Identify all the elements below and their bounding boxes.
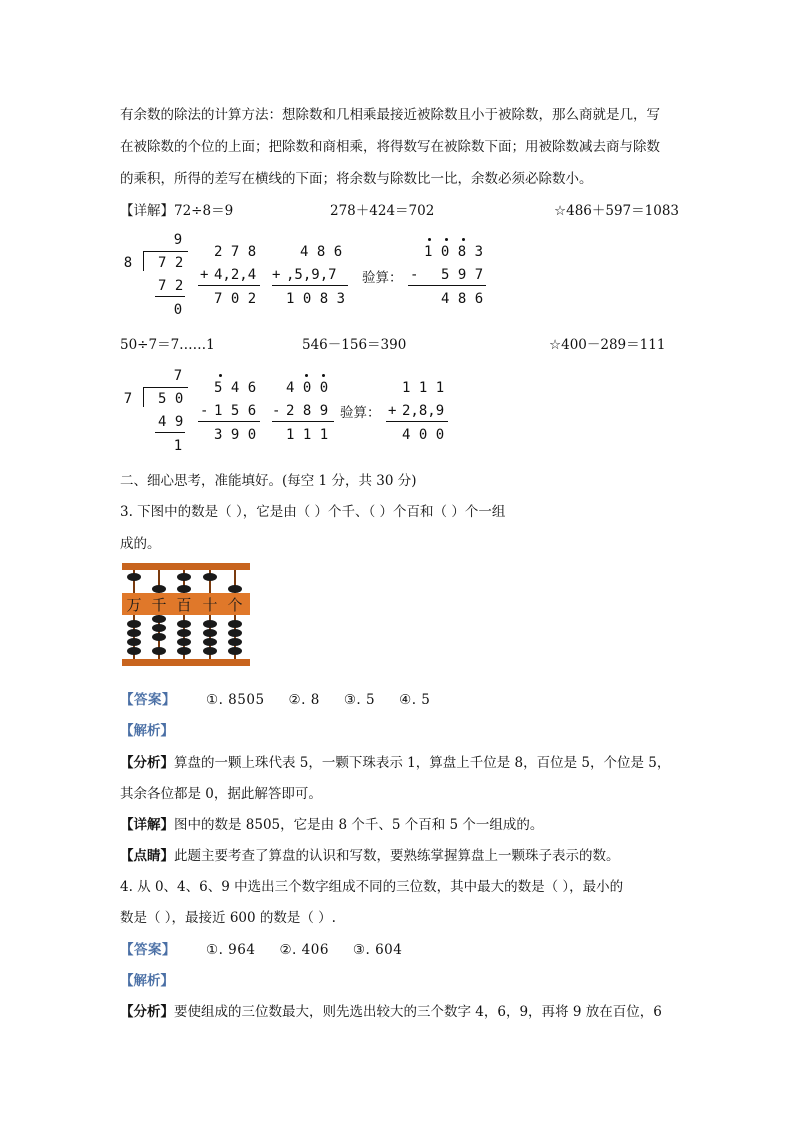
borrow-dot — [322, 374, 325, 377]
q3-answer-2: ②. 8 — [288, 692, 320, 708]
ver1-minus: - — [410, 267, 419, 283]
ver2-result: 4 0 0 — [402, 427, 445, 443]
add1-mid: 4,2,4 — [214, 267, 257, 283]
eq-486-plus-597: ☆486＋597＝1083 — [554, 203, 679, 219]
eq-278-plus-424: 278＋424＝702 — [330, 203, 435, 219]
xiangjie-label: 【详解】 — [120, 817, 174, 833]
fenxi-label: 【分析】 — [120, 755, 174, 771]
borrow-dot — [219, 374, 222, 377]
intro-line-1: 有余数的除法的计算方法：想除数和几相乘最接近被除数且小于被除数，那么商就是几，写 — [120, 107, 660, 123]
eq-72-div-8: 72÷8＝9 — [174, 203, 234, 219]
q4-line-1: 4. 从 0、4、6、9 中选出三个数字组成不同的三位数，其中最大的数是（ ），最小的 — [120, 879, 624, 895]
div2-dividend: 5 0 — [158, 391, 184, 407]
fenxi-label: 【分析】 — [120, 1004, 174, 1020]
ver1-top: 1 0 8 3 — [424, 244, 484, 260]
q3-fenxi-line-2: 其余各位都是 0，据此解答即可。 — [120, 786, 322, 802]
div2-bracket-top — [143, 387, 188, 388]
abacus-label-qian: 千 — [151, 596, 167, 614]
q3-dianjing — [120, 844, 620, 864]
ver2-plus: + — [388, 403, 397, 419]
div2-divisor: 7 — [123, 391, 133, 407]
sub2-result: 1 1 1 — [286, 427, 329, 443]
q4-fenxi-line-1 — [120, 1000, 662, 1020]
verify-label-2: 验算： — [340, 405, 381, 421]
eq-50-div-7: 50÷7＝7……1 — [120, 337, 215, 353]
detail-row-1 — [120, 199, 233, 219]
answer-label: 【答案】 — [120, 942, 176, 958]
sub1-top: 5 4 6 — [214, 380, 257, 396]
div1-quotient: 9 — [173, 232, 183, 248]
sub1-result: 3 9 0 — [214, 427, 257, 443]
sub1-rule — [198, 421, 260, 422]
add2-result: 1 0 8 3 — [286, 291, 346, 307]
abacus-label-wan: 万 — [126, 596, 142, 614]
xiangjie-text: 图中的数是 8505，它是由 8 个千、5 个百和 5 个一组成的。 — [174, 817, 544, 833]
add1-result: 7 0 2 — [214, 291, 257, 307]
sub1-minus: - — [200, 403, 209, 419]
abacus-label-bai: 百 — [176, 596, 192, 614]
dianjing-text: 此题主要考查了算盘的认识和写数，要熟练掌握算盘上一颗珠子表示的数。 — [174, 848, 620, 864]
div1-divisor: 8 — [123, 255, 133, 271]
add2-mid: ,5,9,7 — [286, 267, 337, 283]
q3-answer-1: ①. 8505 — [206, 692, 265, 708]
q3-line-2: 成的。 — [120, 536, 161, 552]
abacus-image — [122, 563, 250, 667]
add1-plus: + — [200, 267, 209, 283]
analysis-label: 【解析】 — [120, 973, 174, 989]
borrow-dot — [445, 238, 448, 241]
fenxi-text-1: 算盘的一颗上珠代表 5，一颗下珠表示 1，算盘上千位是 8，百位是 5，个位是 5， — [174, 755, 671, 771]
ver2-rule — [386, 421, 448, 422]
dianjing-label: 【点睛】 — [120, 848, 174, 864]
q3-fenxi-line-1 — [120, 751, 670, 771]
fenxi-text-1: 要使组成的三位数最大，则先选出较大的三个数字 4，6，9，再将 9 放在百位，6 — [174, 1004, 662, 1020]
ver1-result: 4 8 6 — [441, 291, 484, 307]
div2-product: 4 9 — [158, 414, 184, 430]
verify-label-1: 验算： — [362, 270, 403, 286]
div1-bracket-side — [143, 251, 144, 271]
q4-answer-row — [120, 938, 426, 958]
sub2-top: 4 0 0 — [286, 380, 329, 396]
add2-plus: + — [272, 267, 281, 283]
add2-top: 4 8 6 — [300, 244, 343, 260]
add1-top: 2 7 8 — [214, 244, 257, 260]
div1-dividend: 7 2 — [158, 255, 184, 271]
div2-bracket-side — [143, 387, 144, 407]
analysis-label: 【解析】 — [120, 723, 174, 739]
div2-rule — [155, 432, 185, 433]
intro-line-2: 在被除数的个位的上面；把除数和商相乘，将得数写在被除数下面；用被除数减去商与除数 — [120, 139, 660, 155]
eq-546-minus-156: 546－156＝390 — [302, 337, 407, 353]
q4-answer-3: ③. 604 — [352, 942, 403, 958]
abacus-label-shi: 十 — [202, 596, 218, 614]
eq-400-minus-289: ☆400－289＝111 — [549, 337, 666, 353]
div1-product: 7 2 — [158, 278, 184, 294]
detail-label: 【详解】 — [120, 203, 174, 219]
borrow-dot — [305, 374, 308, 377]
intro-line-3: 的乘积，所得的差写在横线的下面；将余数与除数比一比，余数必须必除数小。 — [120, 171, 593, 187]
ver2-mid: 2,8,9 — [402, 403, 445, 419]
answer-label: 【答案】 — [120, 692, 176, 708]
add1-rule — [198, 285, 260, 286]
div1-rule — [155, 296, 185, 297]
q3-answer-4: ④. 5 — [399, 692, 431, 708]
q4-answer-1: ①. 964 — [206, 942, 256, 958]
div1-bracket-top — [143, 251, 188, 252]
q3-answer-3: ③. 5 — [343, 692, 376, 708]
ver1-rule — [408, 285, 486, 286]
borrow-dot — [462, 238, 465, 241]
ver1-mid: 5 9 7 — [441, 267, 484, 283]
borrow-dot — [428, 238, 431, 241]
add2-rule — [272, 285, 348, 286]
sub1-mid: 1 5 6 — [214, 403, 257, 419]
div2-remainder: 1 — [173, 438, 183, 454]
div2-quotient: 7 — [173, 368, 183, 384]
ver2-top: 1 1 1 — [402, 380, 445, 396]
sub2-rule — [272, 421, 334, 422]
q3-line-1: 3. 下图中的数是（ ），它是由（ ）个千、（ ）个百和（ ）个一组 — [120, 504, 506, 520]
q4-answer-2: ②. 406 — [279, 942, 329, 958]
sub2-mid: 2 8 9 — [286, 403, 329, 419]
q3-answer-row — [120, 688, 454, 708]
abacus-label-ge: 个 — [227, 596, 243, 614]
q4-line-2: 数是（ ），最接近 600 的数是（ ）. — [120, 910, 336, 926]
q3-xiangjie — [120, 813, 543, 833]
sub2-minus: - — [272, 403, 281, 419]
div1-remainder: 0 — [173, 302, 183, 318]
section-2-title: 二、细心思考，准能填好。(每空 1 分，共 30 分) — [120, 473, 417, 489]
